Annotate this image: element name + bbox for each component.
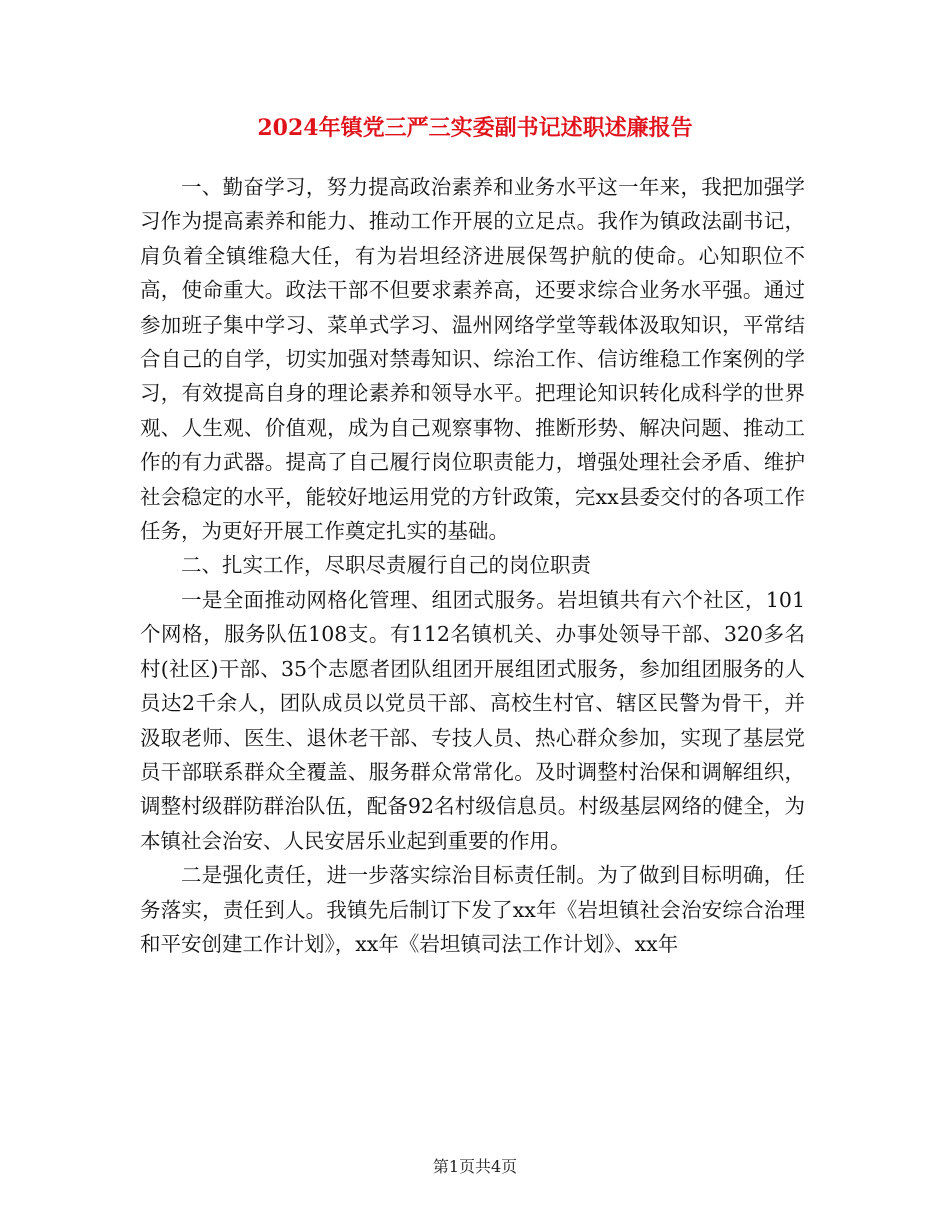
paragraph-responsibility: 二是强化责任，进一步落实综治目标责任制。为了做到目标明确，任务落实，责任到人。我镇先后制订下发了xx年《岩坦镇社会治安综合治理和平安创建工作计划》，xx年《岩坦镇司法工作计划》、xx年 [140,863,805,956]
paragraph-study: 一、勤奋学习，努力提高政治素养和业务水平这一年来，我把加强学习作为提高素养和能力、推动工作开展的立足点。我作为镇政法副书记，肩负着全镇维稳大任，有为岩坦经济进展保驾护航的使命。心知职位不高，使命重大。政法干部不但要求素养高，还要求综合业务水平强。通过参加班子集中学习、菜单式学习、温州网络学堂等载体汲取知识，平常结合自己的自学，切实加强对禁毒知识、综治工作、信访维稳工作案例的学习，有效提高自身的理论素养和领导水平。把理论知识转化成科学的世界观、人生观、价值观，成为自己观察事物、推断形势、解决问题、推动工作的有力武器。提高了自己履行岗位职责能力，增强处理社会矛盾、维护社会稳定的水平，能较好地运用党的方针政策，完xx县委交付的各项工作任务，为更好开展工作奠定扎实的基础。 [140,175,805,544]
paragraph-section-two-heading: 二、扎实工作，尽职尽责履行自己的岗位职责 [181,553,591,578]
page-footer: 第1页共4页 [432,1157,518,1176]
paragraph-grid-management: 一是全面推动网格化管理、组团式服务。岩坦镇共有六个社区，101个网格，服务队伍108支。有112名镇机关、办事处领导干部、320多名村(社区)干部、35个志愿者团队组团开展组团式服务，参加组团服务的人员达2千余人，团队成员以党员干部、高校生村官、辖区民警为骨干，并汲取老师、医生、退休老干部、专技人员、热心群众参加，实现了基层党员干部联系群众全覆盖、服务群众常常化。及时调整村治保和调解组织，调整村级群防群治队伍，配备92名村级信息员。村级基层网络的健全，为本镇社会治安、人民安居乐业起到重要的作用。 [140,587,805,853]
document-body [140,170,805,961]
document-title: 2024年镇党三严三实委副书记述职述廉报告 [257,115,693,141]
